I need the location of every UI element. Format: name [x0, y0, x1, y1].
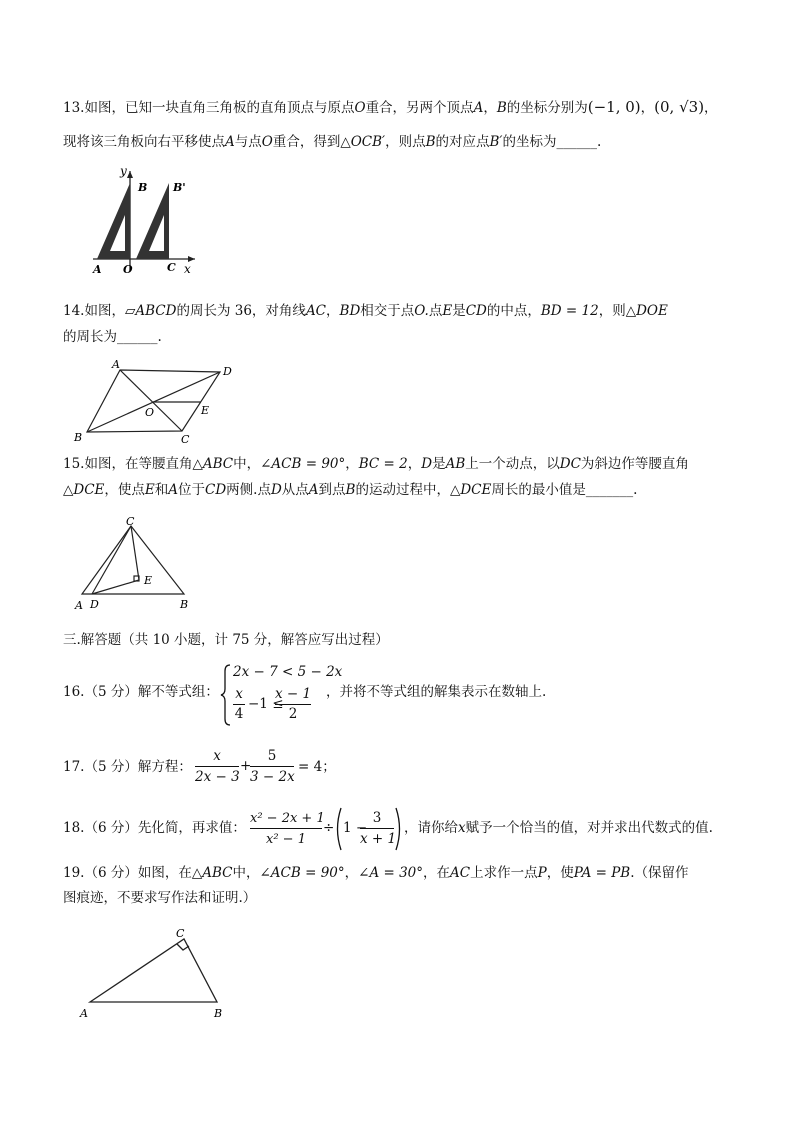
label-B: B — [138, 181, 148, 194]
triangle-ABO — [97, 183, 130, 259]
label-y: y — [120, 164, 127, 178]
q17-suffix: = 4； — [298, 759, 336, 775]
q13-figure — [85, 163, 205, 283]
label-x: x — [184, 262, 191, 276]
q16-mid: −1 ≤ — [248, 696, 284, 712]
q14-line2: 的周长为______. — [63, 329, 162, 345]
q16-frac1-bar — [233, 704, 245, 705]
q19-figure — [72, 925, 242, 1025]
label-D: D — [223, 365, 232, 378]
q15-line2: △DCE，使点E和A位于CD两侧.点D从点A到点B的运动过程中，△DCE周长的最小值是_______. — [63, 482, 638, 498]
q18-num1: x² − 2x + 1 — [250, 811, 325, 826]
q17-frac2-bar — [250, 766, 294, 767]
label-B: B — [214, 1007, 223, 1020]
q18-num2: 3 — [372, 810, 382, 826]
q19-line1: 19.（6 分）如图，在△ABC中，∠ACB = 90°，∠A = 30°，在AC上求作一点P，使PA = PB.（保留作 — [63, 865, 689, 881]
label-O: O — [145, 406, 155, 419]
q16-num2: x − 1 — [275, 686, 312, 702]
q13-line1: 13.如图，已知一块直角三角板的直角顶点与原点O重合，另两个顶点A，B的坐标分别为(−1, 0)，(0, √3)， — [63, 98, 718, 116]
label-A: A — [75, 599, 83, 612]
q17-prefix: 17.（5 分）解方程： — [63, 759, 192, 775]
section-3-heading: 三.解答题（共 10 小题，计 75 分，解答应写出过程） — [63, 632, 389, 648]
label-Bp: B' — [173, 181, 186, 194]
q17-num2: 5 — [267, 748, 277, 764]
q18-paren-a: 1 − — [343, 820, 368, 836]
y-axis-arrow — [127, 171, 133, 178]
q15-figure — [72, 516, 212, 616]
q18-den1: x² − 1 — [266, 832, 306, 847]
q15-line1: 15.如图，在等腰直角△ABC中，∠ACB = 90°，BC = 2，D是AB上一个动点，以DC为斜边作等腰直角 — [63, 456, 689, 472]
q16-prefix: 16.（5 分）解不等式组： — [63, 684, 219, 700]
q14-line1: 14.如图，▱ABCD的周长为 36，对角线AC，BD相交于点O.点E是CD的中点，BD = 12，则△DOE — [63, 303, 668, 319]
label-E: E — [144, 574, 153, 587]
q16-num1: x — [235, 686, 243, 702]
q19-line2: 图痕迹，不要求写作法和证明.） — [63, 890, 257, 906]
label-A: A — [112, 358, 120, 371]
label-C: C — [167, 261, 176, 274]
triangle-OCBp — [136, 183, 169, 259]
triangle-ABC — [90, 939, 217, 1002]
q17-frac1-bar — [195, 766, 239, 767]
label-C: C — [181, 433, 190, 446]
q18-frac2-bar — [360, 828, 394, 829]
q17-num1: x — [213, 748, 221, 764]
q16-den1: 4 — [234, 706, 244, 722]
q17-den1: 2x − 3 — [195, 769, 240, 785]
q18-left-paren — [333, 806, 343, 852]
q16-suffix: ，并将不等式组的解集表示在数轴上. — [326, 684, 547, 700]
label-B: B — [74, 431, 83, 444]
q18-right-paren — [394, 806, 404, 852]
q18-den2: x + 1 — [360, 831, 397, 847]
label-C: C — [126, 515, 135, 528]
q16-brace — [220, 663, 232, 727]
q17-den2: 3 − 2x — [250, 769, 295, 785]
label-E: E — [201, 404, 210, 417]
q18-frac1-bar — [250, 828, 322, 829]
q17-plus: + — [240, 758, 252, 774]
label-D: D — [90, 598, 99, 611]
label-B: B — [180, 598, 189, 611]
diagonal-AC — [120, 370, 182, 431]
q18-div: ÷ — [323, 820, 335, 836]
q16-den2: 2 — [288, 706, 298, 722]
label-A: A — [93, 263, 102, 276]
q14-figure — [70, 358, 230, 448]
q16-inequality-1: 2x − 7 < 5 − 2x — [233, 664, 343, 680]
label-O: O — [123, 263, 133, 276]
q18-prefix: 18.（6 分）先化简，再求值： — [63, 820, 246, 836]
q18-suffix: ，请你给x赋予一个恰当的值，对并求出代数式的值. — [404, 820, 713, 836]
label-A: A — [80, 1007, 88, 1020]
label-C: C — [176, 927, 185, 940]
q13-line2: 现将该三角板向右平移使点A与点O重合，得到△OCB′，则点B的对应点B′的坐标为______. — [63, 134, 602, 150]
q16-frac2-bar — [275, 704, 311, 705]
